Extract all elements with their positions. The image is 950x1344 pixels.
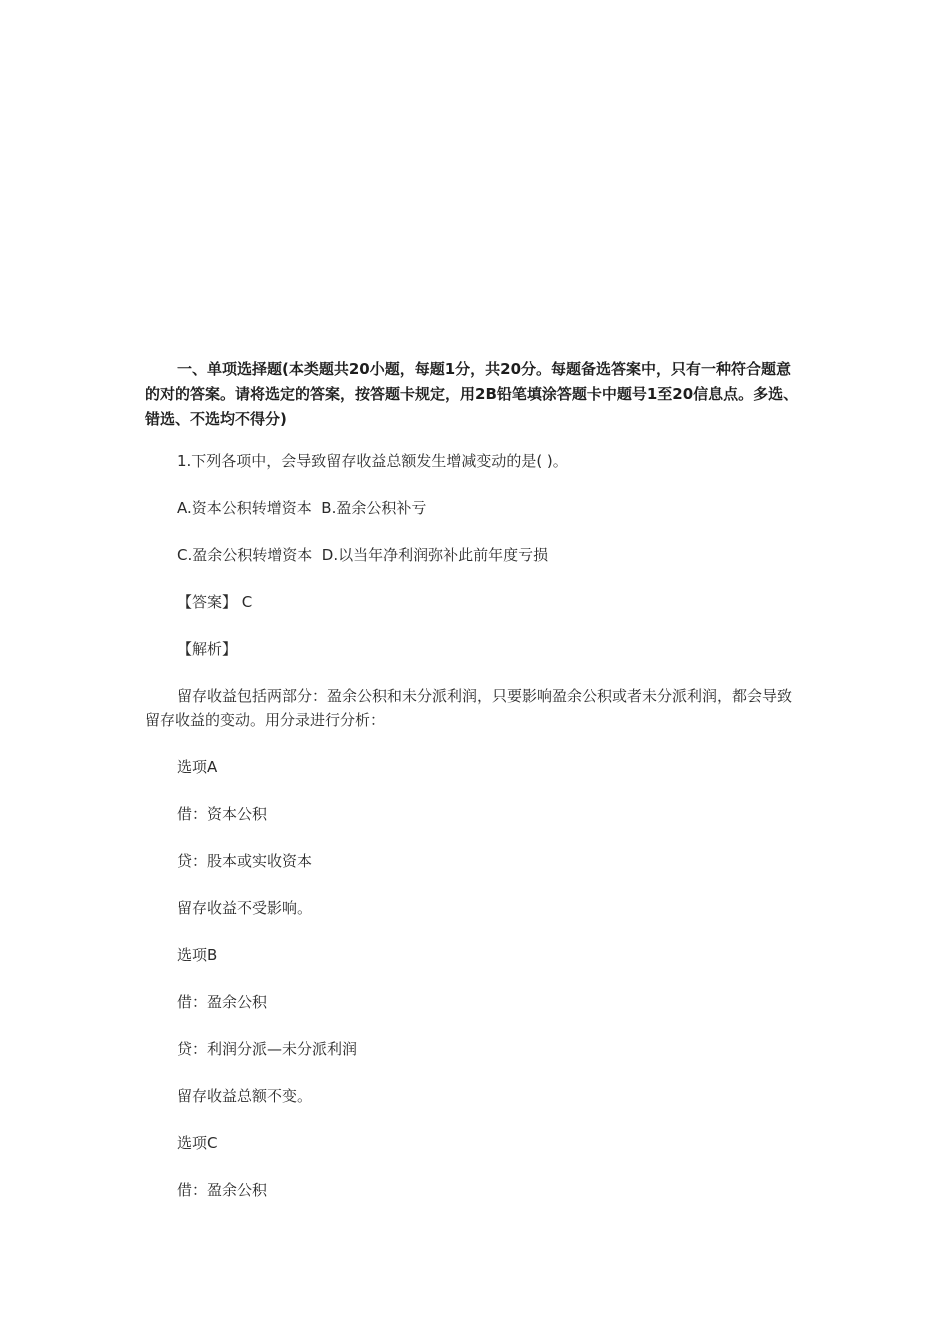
analysis-line: 借：盈余公积 [177, 1181, 268, 1199]
analysis-line: 借：盈余公积 [177, 993, 268, 1011]
options-line-1: A.资本公积转增资本 B.盈余公积补亏 [177, 499, 427, 517]
analysis-line: 留存收益总额不变。 [177, 1087, 313, 1105]
analysis-line: 选项C [177, 1134, 218, 1152]
document-page [145, 357, 805, 1225]
analysis-line: 选项A [177, 758, 218, 776]
analysis-line: 贷：股本或实收资本 [177, 852, 313, 870]
analysis-line: 选项B [177, 946, 218, 964]
analysis-label: 【解析】 [177, 640, 238, 658]
question-stem: 1.下列各项中，会导致留存收益总额发生增减变动的是( )。 [177, 452, 568, 470]
options-line-2: C.盈余公积转增资本 D.以当年净利润弥补此前年度亏损 [177, 546, 549, 564]
section-heading: 一、单项选择题(本类题共20小题，每题1分，共20分。每题备选答案中，只有一种符合题意的对的答案。请将选定的答案，按答题卡规定，用2B铅笔填涂答题卡中题号1至20信息点。多选、错选、不选均不得分) [145, 360, 799, 428]
analysis-line: 留存收益不受影响。 [177, 899, 313, 917]
analysis-line: 贷：利润分派—未分派利润 [177, 1040, 358, 1058]
answer: 【答案】 C [177, 593, 253, 611]
analysis-line: 借：资本公积 [177, 805, 268, 823]
analysis-intro: 留存收益包括两部分：盈余公积和未分派利润，只要影响盈余公积或者未分派利润，都会导致留存收益的变动。用分录进行分析： [145, 687, 793, 729]
